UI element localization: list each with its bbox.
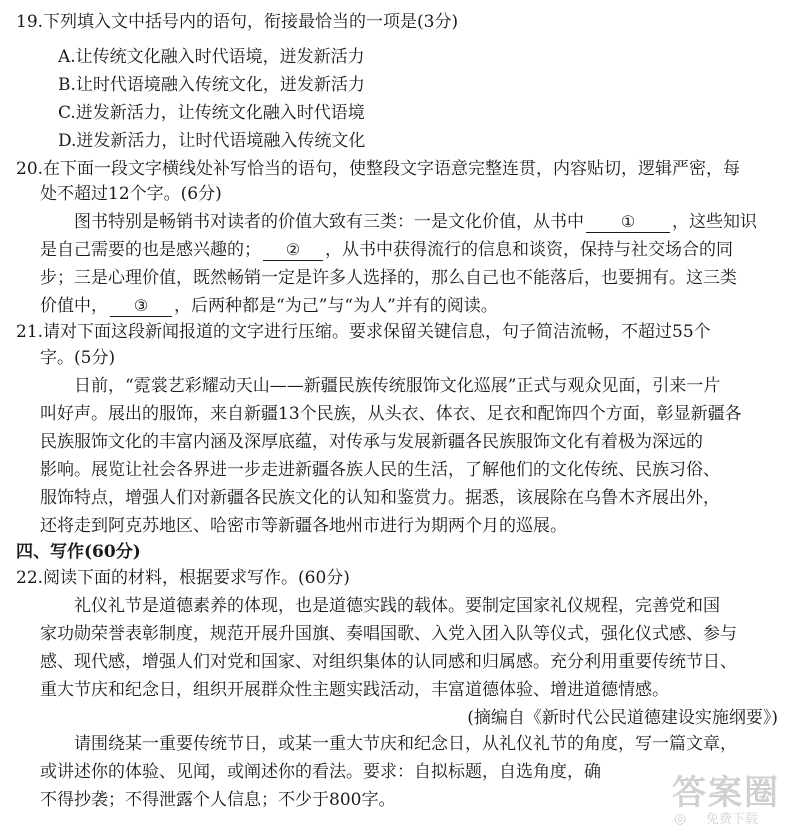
q22-stem: 22.阅读下面的材料，根据要求写作。(60分) [16, 568, 350, 588]
q22-material-line1: 礼仪礼节是道德素养的体现，也是道德实践的载体。要制定国家礼仪规程，完善党和国 [74, 596, 720, 616]
q20-blank-3[interactable] [110, 296, 172, 317]
q19-stem: 19.下列填入文中括号内的语句，衔接最恰当的一项是(3分) [16, 12, 459, 32]
q20-passage-line3: 步；三是心理价值，既然畅销一定是许多人选择的，那么自己也不能落后，也要拥有。这三类 [40, 268, 737, 288]
q20-blank-3-number: ③ [133, 296, 149, 315]
q20-stem-line2: 处不超过12个字。(6分) [40, 184, 222, 204]
q20-blank-2-number: ② [285, 240, 301, 259]
q19-option-b: B.让时代语境融入传统文化，迸发新活力 [58, 75, 365, 95]
section-heading-writing: 四、写作(60分) [16, 542, 141, 562]
q21-stem-line1: 21.请对下面这段新闻报道的文字进行压缩。要求保留关键信息，句子简洁流畅，不超过55个 [16, 322, 711, 342]
q20-passage-line2 [40, 238, 733, 262]
q20-p1-text-a: 图书特别是畅销书对读者的价值大致有三类：一是文化价值，从书中 [74, 212, 584, 232]
q20-stem-line1: 20.在下面一段文字横线处补写恰当的语句，使整段文字语意完整连贯，内容贴切，逻辑严密，每 [16, 159, 741, 179]
q22-material-line4: 重大节庆和纪念日，组织开展群众性主题实践活动，丰富道德体验、增进道德情感。 [40, 680, 669, 700]
q21-news-line1: 日前，“霓裳艺彩耀动天山——新疆民族传统服饰文化巡展”正式与观众见面，引来一片 [74, 376, 721, 396]
watermark-logo [636, 765, 786, 829]
watermark-title: 答案圈 [672, 773, 780, 813]
q22-material-line2: 家功勋荣誉表彰制度，规范开展升国旗、奏唱国歌、入党入团入队等仪式，强化仪式感、参与 [40, 624, 737, 644]
q22-source: (摘编自《新时代公民道德建设实施纲要》) [467, 708, 778, 728]
q22-material-line3: 感、现代感，增强人们对党和国家、对组织集体的认同感和归属感。充分利用重要传统节日、 [40, 652, 737, 672]
q20-p2-text-b: ，从书中获得流行的信息和谈资，保持与社交场合的同 [325, 240, 733, 260]
q21-stem-line2: 字。(5分) [40, 348, 116, 368]
q21-news-line2: 叫好声。展出的服饰，来自新疆13个民族，从头衣、体衣、足衣和配饰四个方面，彰显新疆各 [40, 404, 742, 424]
q20-p4-text-a: 价值中， [40, 296, 108, 316]
q22-requirement-line3: 不得抄袭；不得泄露个人信息；不少于800字。 [40, 790, 396, 810]
q20-p2-text-a: 是自己需要的也是感兴趣的； [40, 240, 261, 260]
q20-passage-line1 [74, 210, 757, 234]
q21-news-line5: 服饰特点，增强人们对新疆各民族文化的认知和鉴赏力。据悉，该展除在乌鲁木齐展出外， [40, 488, 720, 508]
q20-blank-1-number: ① [620, 212, 636, 231]
q21-news-line3: 民族服饰文化的丰富内涵及深厚底蕴，对传承与发展新疆各民族服饰文化有着极为深远的 [40, 432, 703, 452]
q20-blank-2[interactable] [263, 240, 323, 261]
wechat-icon: ◎ [674, 811, 687, 827]
q20-p1-text-b: ，这些知识 [672, 212, 757, 232]
q22-requirement-line1: 请围绕某一重要传统节日，或某一重大节庆和纪念日，从礼仪礼节的角度，写一篇文章， [74, 734, 737, 754]
q20-blank-1[interactable] [586, 212, 670, 233]
q19-option-c: C.迸发新活力，让传统文化融入时代语境 [58, 103, 365, 123]
watermark-subtitle: 免费下载 [705, 812, 758, 827]
q20-p4-text-b: ，后两种都是“为己”与“为人”并有的阅读。 [174, 296, 498, 316]
q20-passage-line4 [40, 294, 498, 318]
q21-news-line6: 还将走到阿克苏地区、哈密市等新疆各地州市进行为期两个月的巡展。 [40, 516, 567, 536]
q21-news-line4: 影响。展览让社会各界进一步走进新疆各族人民的生活，了解他们的文化传统、民族习俗、 [40, 460, 720, 480]
q19-option-d: D.迸发新活力，让时代语境融入传统文化 [58, 131, 366, 151]
q22-requirement-line2: 或讲述你的体验、见闻，或阐述你的看法。要求：自拟标题，自选角度，确 [40, 762, 601, 782]
q19-option-a: A.让传统文化融入时代语境，迸发新活力 [58, 47, 365, 67]
